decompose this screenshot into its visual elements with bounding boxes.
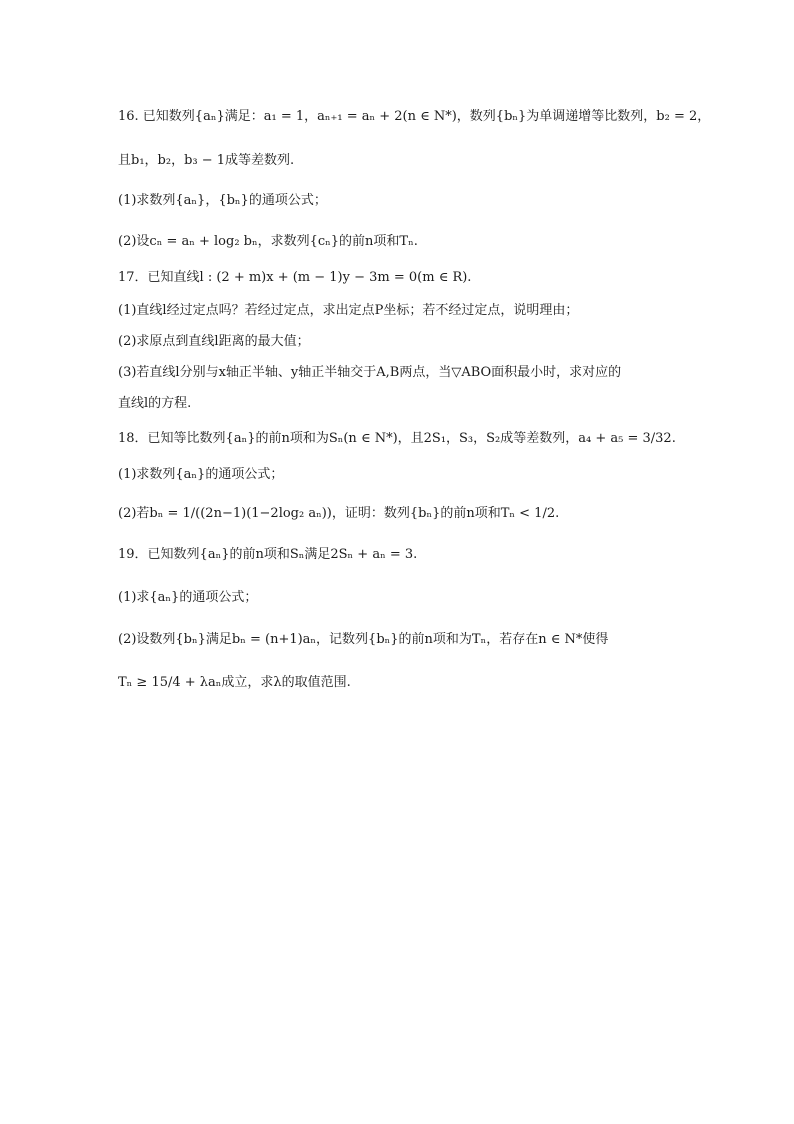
problem-17-question-3: (3)若直线l分别与x轴正半轴、y轴正半轴交于A,B两点，当▽ABO面积最小时，求对应的 — [118, 365, 622, 380]
problem-16-condition: 且b₁，b₂，b₃ − 1成等差数列. — [118, 153, 295, 168]
problem-17-question-3-continued: 直线l的方程. — [118, 396, 192, 411]
problem-16-question-2: (2)设cₙ = aₙ + log₂ bₙ，求数列{cₙ}的前n项和Tₙ. — [118, 234, 418, 249]
problem-18-question-1: (1)求数列{aₙ}的通项公式； — [118, 467, 284, 482]
problem-19-question-2-continued: Tₙ ≥ 15/4 + λaₙ成立，求λ的取值范围. — [118, 675, 351, 690]
problem-18-statement: 18．已知等比数列{aₙ}的前n项和为Sₙ(n ∈ N*)，且2S₁，S₃，S₂成等差数列，a₄ + a₅ = 3/32. — [118, 431, 676, 446]
problem-16-question-1: (1)求数列{aₙ}，{bₙ}的通项公式； — [118, 193, 327, 208]
problem-19-statement: 19．已知数列{aₙ}的前n项和Sₙ满足2Sₙ + aₙ = 3. — [118, 547, 418, 562]
problem-17-question-2: (2)求原点到直线l距离的最大值； — [118, 334, 310, 349]
problem-17-question-1: (1)直线l经过定点吗？若经过定点，求出定点P坐标；若不经过定点，说明理由； — [118, 303, 579, 318]
problem-19-question-2: (2)设数列{bₙ}满足bₙ = (n+1)aₙ，记数列{bₙ}的前n项和为Tₙ，若存在n ∈ N*使得 — [118, 632, 609, 647]
problem-17-statement: 17．已知直线l : (2 + m)x + (m − 1)y − 3m = 0(m ∈ R). — [118, 270, 472, 285]
problem-19-question-1: (1)求{aₙ}的通项公式； — [118, 590, 258, 605]
problem-18-question-2: (2)若bₙ = 1/((2n−1)(1−2log₂ aₙ))，证明：数列{bₙ}的前n项和Tₙ < 1/2. — [118, 506, 560, 521]
problem-16-statement: 16. 已知数列{aₙ}满足：a₁ = 1，aₙ₊₁ = aₙ + 2(n ∈ N*)，数列{bₙ}为单调递增等比数列，b₂ = 2， — [118, 109, 711, 124]
